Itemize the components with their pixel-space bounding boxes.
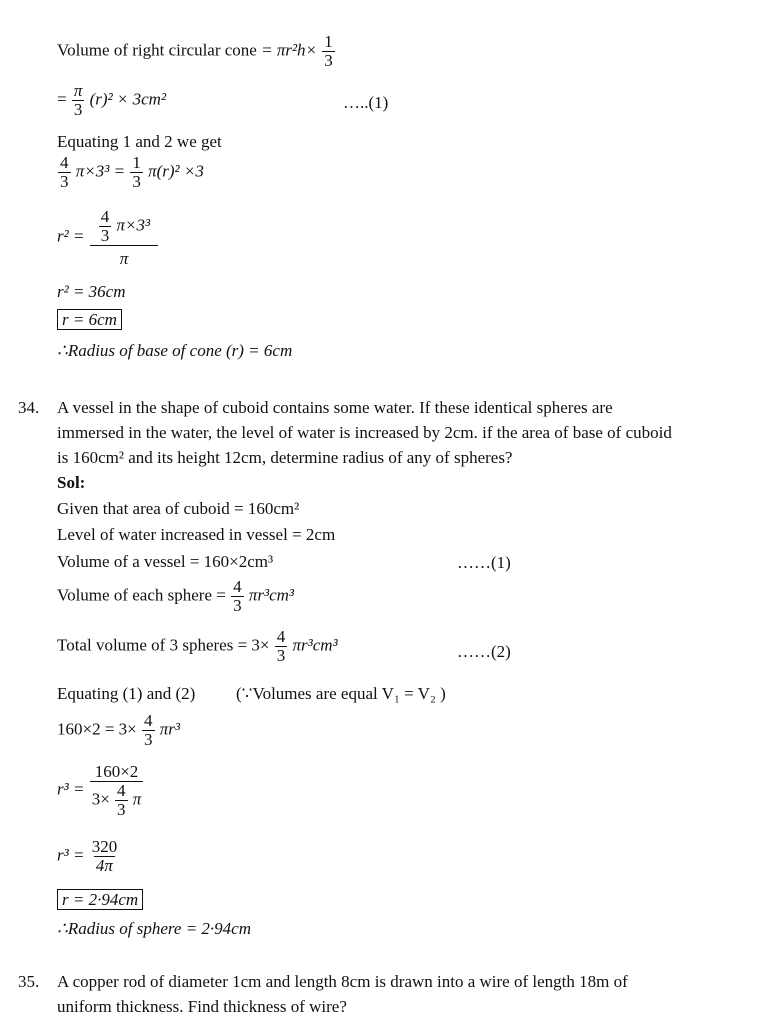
question-number-34: 34. <box>18 398 40 417</box>
vessel-volume: Volume of a vessel = 160×2cm³ <box>57 552 274 571</box>
solution-heading: Sol: <box>57 473 86 492</box>
q34-line-1: A vessel in the shape of cuboid contains some water. If these identical spheres are <box>57 398 613 417</box>
cone-volume-label: Volume of right circular cone <box>57 40 257 60</box>
r-squared-36: r² = 36cm <box>57 282 126 301</box>
fraction-pi-third: $\frac{\pi}{3}$ <box>73 81 83 119</box>
cone-radius-result: ∴Radius of base of cone (r) = 6cm <box>57 341 293 360</box>
equation-tag-1b: ……(1) <box>457 553 511 572</box>
cone-volume-substituted: = $\frac{\pi}{3}$ (r)² × 3cm² <box>57 81 167 119</box>
q34-line-2: immersed in the water, the level of water is increased by 2cm. if the area of base of cuboid <box>57 423 672 442</box>
because-note: (∵Volumes are equal V₁ = V₂ ) <box>236 684 446 703</box>
cone-volume-line <box>57 33 336 70</box>
r-squared-term: (r)² × 3cm² <box>89 89 167 109</box>
cone-volume-formula: = πr²h× <box>261 40 318 60</box>
sphere-radius-result: ∴Radius of sphere = 2·94cm <box>57 919 251 938</box>
equating-12: Equating (1) and (2) <box>57 684 196 703</box>
boxed-answer-r6: r = 6cm <box>57 309 122 330</box>
equating-equation: $\frac{4}{3}$ π×3³ = $\frac{1}{3}$ π(r)² ×3 <box>60 153 204 191</box>
equation-tag-1: …..(1) <box>343 93 389 112</box>
r-cubed-fraction-2: r³ = $\frac{320}{4\pi}$ <box>57 837 118 875</box>
q35-line-2: uniform thickness. Find thickness of wire? <box>57 997 347 1016</box>
fraction-one-third: $\frac{1}{3}$ <box>324 32 333 70</box>
q35-line-1: A copper rod of diameter 1cm and length 8cm is drawn into a wire of length 18m of <box>57 972 628 991</box>
r-cubed-fraction-1: r³ = 160×2 3× $\frac{4}{3}$ π <box>57 762 142 819</box>
sphere-volume: Volume of each sphere = $\frac{4}{3}$ πr³cm³ <box>57 577 294 615</box>
boxed-answer-r294: r = 2·94cm <box>57 889 143 910</box>
volume-equation: 160×2 = 3× $\frac{4}{3}$ πr³ <box>57 711 180 749</box>
question-number-35: 35. <box>18 972 40 991</box>
equating-label: Equating 1 and 2 we get <box>57 132 222 151</box>
total-sphere-volume: Total volume of 3 spheres = 3× $\frac{4}{3}$ πr³cm³ <box>57 627 338 665</box>
q34-line-3: is 160cm² and its height 12cm, determine radius of any of spheres? <box>57 448 513 467</box>
given-area: Given that area of cuboid = 160cm² <box>57 499 300 518</box>
r-squared-fraction: r² = $\frac{4}{3}$ π×3³ π <box>57 208 159 268</box>
level-increase: Level of water increased in vessel = 2cm <box>57 525 336 544</box>
equation-tag-2: ……(2) <box>457 642 511 661</box>
